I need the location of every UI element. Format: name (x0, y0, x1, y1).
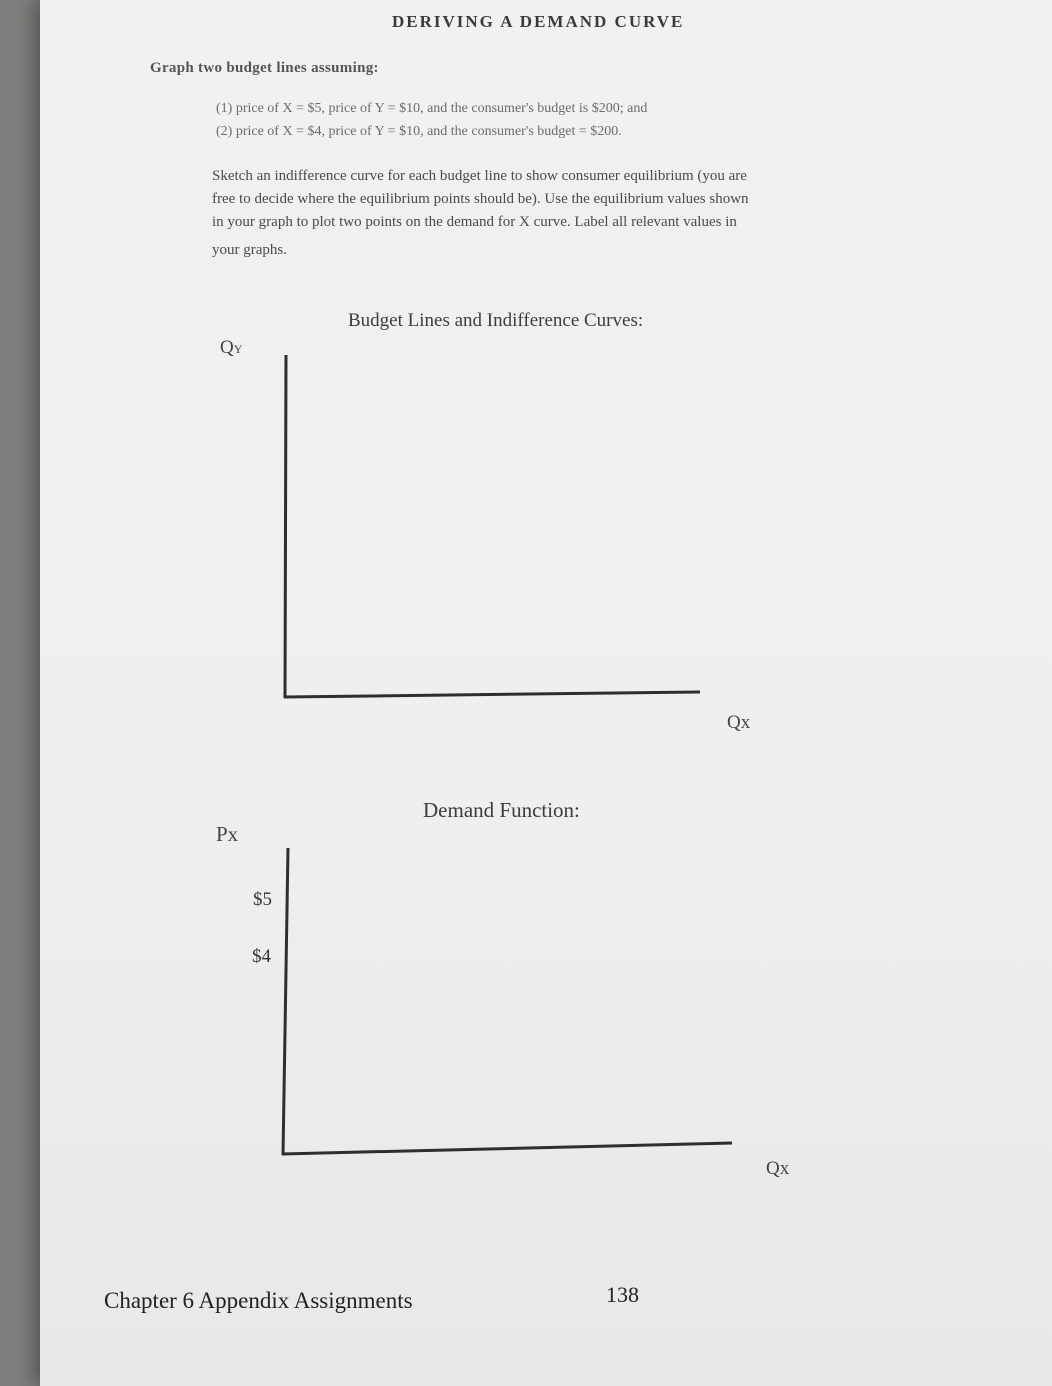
budget-graph-x-label: Qx (727, 712, 751, 733)
demand-graph-y-axis (283, 848, 288, 1155)
condition-1: (1) price of X = $5, price of Y = $10, and the consumer's budget is $200; and (216, 101, 648, 116)
budget-graph-y-label-main: Q (220, 337, 234, 358)
page-title: DERIVING A DEMAND CURVE (392, 12, 685, 31)
demand-graph-title: Demand Function: (423, 798, 580, 822)
demand-graph-tick-5: $5 (253, 889, 272, 910)
condition-2: (2) price of X = $4, price of Y = $10, and the consumer's budget = $200. (216, 124, 622, 139)
demand-graph-tick-4: $4 (252, 946, 271, 967)
chapter-footer: Chapter 6 Appendix Assignments (104, 1288, 413, 1313)
instructions-paragraph-line-1: Sketch an indifference curve for each budget line to show consumer equilibrium (you are (212, 168, 747, 184)
demand-graph-x-label: Qx (766, 1158, 790, 1179)
budget-graph-y-axis (285, 355, 286, 698)
budget-graph-title: Budget Lines and Indifference Curves: (348, 310, 644, 331)
instructions-paragraph-line-3: in your graph to plot two points on the demand for X curve. Label all relevant values in (212, 214, 737, 230)
budget-graph-x-axis (284, 692, 700, 697)
demand-graph-y-label: Px (216, 822, 239, 846)
instructions-paragraph-line-2: free to decide where the equilibrium points should be). Use the equilibrium values shown (212, 191, 749, 207)
demand-graph-x-axis (282, 1143, 732, 1154)
page-number: 138 (606, 1282, 639, 1307)
budget-graph-y-label-sub: Y (233, 342, 243, 356)
instructions-paragraph-line-4: your graphs. (212, 242, 287, 258)
instructions-heading: Graph two budget lines assuming: (150, 60, 379, 76)
